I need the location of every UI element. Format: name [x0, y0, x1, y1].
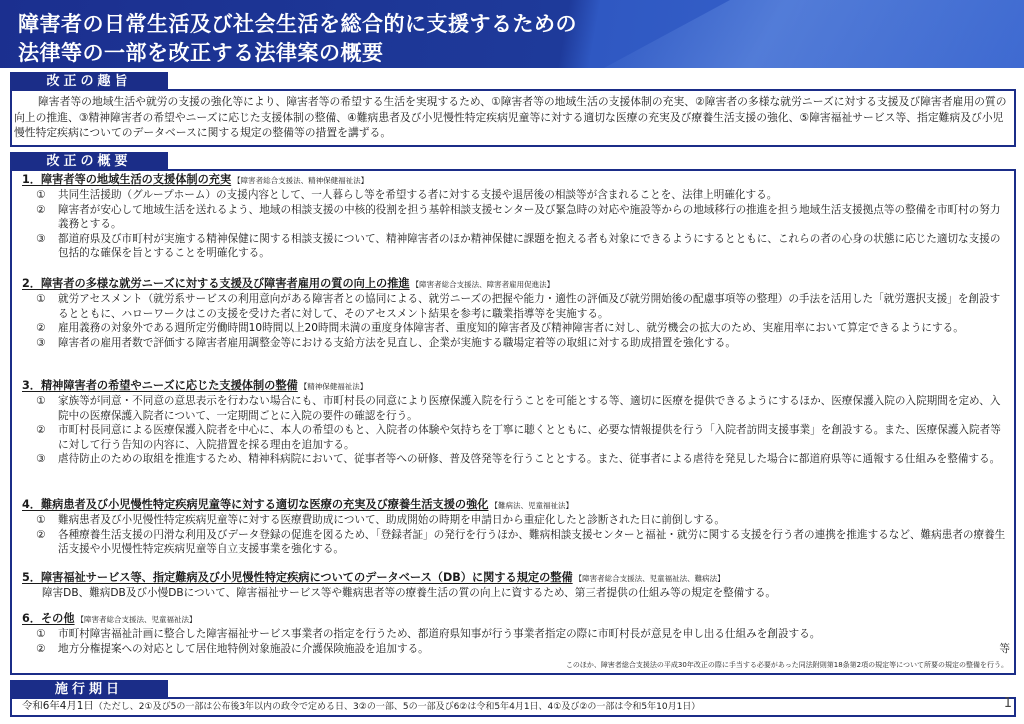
header-accent — [604, 0, 1024, 68]
overview-section-2 — [22, 276, 1010, 350]
overview-section-5 — [22, 570, 1010, 601]
item-number: ② — [36, 642, 46, 655]
overview-section-3 — [22, 378, 1010, 467]
purpose-label: 改正の趣旨 — [10, 72, 168, 91]
item-text: 都道府県及び市町村が実施する精神保健に関する相談支援について、精神障害者のほか精神保健に課題を抱える者も対象にできるようにするとともに、これらの者の心身の状態に応じた適切な支援の包括的な確保を旨とすることを明確化する。 — [58, 232, 1001, 259]
header-banner — [0, 0, 1024, 68]
effective-date-note: （ただし、2①及び5の一部は公布後3年以内の政令で定める日、3②の一部、5の一部及び6②は令和5年4月1日、4①及び②の一部は令和5年10月1日） — [93, 702, 701, 712]
item-text — [48, 642, 1010, 657]
list-item — [22, 394, 1010, 423]
item-number: ② — [36, 424, 46, 436]
section-title: 5．障害福祉サービス等、指定難病及び小児慢性特定疾病についてのデータベース（DB）に関する規定の整備 — [22, 571, 573, 584]
section-law-tag: 【障害者総合支援法、障害者雇用促進法】 — [411, 280, 555, 289]
page-title-line2: 法律等の一部を改正する法律案の概要 — [18, 41, 384, 65]
section-title: 4．難病患者及び小児慢性特定疾病児童等に対する適切な医療の充実及び療養生活支援の強化 — [22, 498, 489, 511]
effective-date: 令和6年4月1日 — [22, 700, 94, 712]
item-number: ① — [36, 189, 46, 201]
section-title: 2．障害者の多様な就労ニーズに対する支援及び障害者雇用の質の向上の推進 — [22, 277, 410, 290]
purpose-text: 障害者等の地域生活や就労の支援の強化等により、障害者等の希望する生活を実現するため、①障害者等の地域生活の支援体制の充実、②障害者の多様な就労ニーズに対する支援及び障害者雇用の質の向上の推進、③精神障害者の希望やニーズに応じた支援体制の整備、④難病患者及び小児慢性特定疾病児童等に対する適切な医療の充実及び療養生活支援の強化、⑤障害福祉サービス等、指定難病及び小児慢性特定疾病についてのデータベースに関する規定の整備等の措置を講ずる。 — [14, 95, 1007, 139]
item-text-body: 地方分権提案への対応として居住地特例対象施設に介護保険施設を追加する。 — [58, 642, 429, 655]
overview-label: 改正の概要 — [10, 152, 168, 171]
page-number: 1 — [1003, 696, 1012, 711]
item-number: ② — [36, 203, 46, 216]
item-number: ③ — [36, 232, 46, 245]
etc-marker: 等 — [999, 642, 1010, 655]
list-item — [22, 528, 1010, 557]
list-item — [22, 292, 1010, 321]
section-law-tag: 【障害者総合支援法、児童福祉法、難病法】 — [574, 574, 725, 583]
item-text: 各種療養生活支援の円滑な利用及びデータ登録の促進を図るため、「登録者証」の発行を行うほか、難病相談支援センターと福祉・就労に関する支援を行う者の連携を推進するなど、難病患者の療養生活支援や小児慢性特定疾病児童等自立支援事業を強化する。 — [58, 528, 1006, 555]
list-item — [22, 513, 1010, 528]
item-number: ③ — [36, 453, 46, 465]
list-item — [22, 336, 1010, 351]
item-text: 市町村長同意による医療保護入院者を中心に、本人の希望のもと、入院者の体験や気持ちを丁寧に聴くとともに、必要な情報提供を行う「入院者訪問支援事業」を創設する。また、医療保護入院者等に対して行う告知の内容に、入院措置を採る理由を追加する。 — [58, 424, 1001, 451]
section-heading — [22, 378, 1010, 394]
item-number: ② — [36, 322, 46, 334]
list-item — [22, 321, 1010, 336]
section-title: 1．障害者等の地域生活の支援体制の充実 — [22, 173, 232, 186]
list-item — [22, 627, 1010, 642]
page-title-line1: 障害者の日常生活及び社会生活を総合的に支援するための — [18, 12, 577, 36]
section-heading — [22, 497, 1010, 513]
list-item — [22, 452, 1010, 467]
footnote: このほか、障害者総合支援法の平成30年改正の際に手当する必要があった同法附則第18条第2項の規定等について所要の規定の整備を行う。 — [565, 661, 1008, 669]
effective-date-label: 施行期日 — [10, 680, 168, 699]
section-law-tag: 【精神保健福祉法】 — [299, 382, 368, 391]
item-number: ① — [36, 293, 46, 305]
list-item — [22, 188, 1010, 203]
item-text: 雇用義務の対象外である週所定労働時間10時間以上20時間未満の重度身体障害者、重度知的障害者及び精神障害者に対し、就労機会の拡大のため、実雇用率において算定できるようにする。 — [58, 322, 964, 334]
section-law-tag: 【難病法、児童福祉法】 — [490, 501, 573, 510]
item-text: 難病患者及び小児慢性特定疾病児童等に対する医療費助成について、助成開始の時期を申請日から重症化したと診断された日に前倒しする。 — [58, 514, 725, 526]
item-number: ① — [36, 628, 46, 640]
item-number: ① — [36, 395, 46, 407]
overview-section-1 — [22, 172, 1010, 261]
section-law-tag: 【障害者総合支援法、精神保健福祉法】 — [233, 176, 369, 185]
list-item — [22, 232, 1010, 261]
item-number: ① — [36, 514, 46, 526]
item-number: ③ — [36, 336, 46, 349]
list-item — [22, 203, 1010, 232]
item-text: 障害者が安心して地域生活を送れるよう、地域の相談支援の中核的役割を担う基幹相談支援センター及び緊急時の対応や施設等からの地域移行の推進を担う地域生活支援拠点等の整備を市町村の努力義務とする。 — [58, 203, 1001, 230]
overview-section-6 — [22, 611, 1010, 656]
item-text: 虐待防止のための取組を推進するため、精神科病院において、従事者等への研修、普及啓発等を行うこととする。また、従事者による虐待を発見した場合に都道府県等に通報する仕組みを整備する。 — [58, 453, 1001, 465]
list-item — [22, 642, 1010, 657]
item-text: 共同生活援助（グループホーム）の支援内容として、一人暮らし等を希望する者に対する支援や退居後の相談等が含まれることを、法律上明確化する。 — [58, 189, 778, 201]
section-law-tag: 【障害者総合支援法、児童福祉法】 — [76, 615, 197, 624]
section-body-text: 障害DB、難病DB及び小慢DBについて、障害福祉サービス等や難病患者等の療養生活の質の向上に資するため、第三者提供の仕組み等の規定を整備する。 — [42, 587, 777, 599]
overview-section-4 — [22, 497, 1010, 557]
section-heading — [22, 172, 1010, 188]
list-item — [22, 423, 1010, 452]
item-text: 市町村障害福祉計画に整合した障害福祉サービス事業者の指定を行うため、都道府県知事が行う事業者指定の際に市町村長が意見を申し出る仕組みを創設する。 — [58, 628, 821, 640]
section-heading — [22, 276, 1010, 292]
item-text: 障害者の雇用者数で評価する障害者雇用調整金等における支給方法を見直し、企業が実施する職場定着等の取組に対する助成措置を強化する。 — [58, 336, 736, 349]
item-text: 就労アセスメント（就労系サービスの利用意向がある障害者との協同による、就労ニーズの把握や能力・適性の評価及び就労開始後の配慮事項等の整理）の手法を活用した「就労選択支援」を創設するとともに、ハローワークはこの支援を受けた者に対して、そのアセスメント結果を参考に職業指導等を実施する。 — [58, 293, 1001, 320]
effective-date-text — [22, 699, 700, 715]
section-title: 6．その他 — [22, 612, 75, 625]
section-heading — [22, 570, 1010, 586]
item-number: ② — [36, 528, 46, 541]
section-heading — [22, 611, 1010, 627]
item-text: 家族等が同意・不同意の意思表示を行わない場合にも、市町村長の同意により医療保護入院を行うことを可能とする等、適切に医療を提供できるようにするほか、医療保護入院の入院期間を定め、入院中の医療保護入院者について、一定期間ごとに入院の要件の確認を行う。 — [58, 395, 1001, 422]
section-title: 3．精神障害者の希望やニーズに応じた支援体制の整備 — [22, 379, 298, 392]
